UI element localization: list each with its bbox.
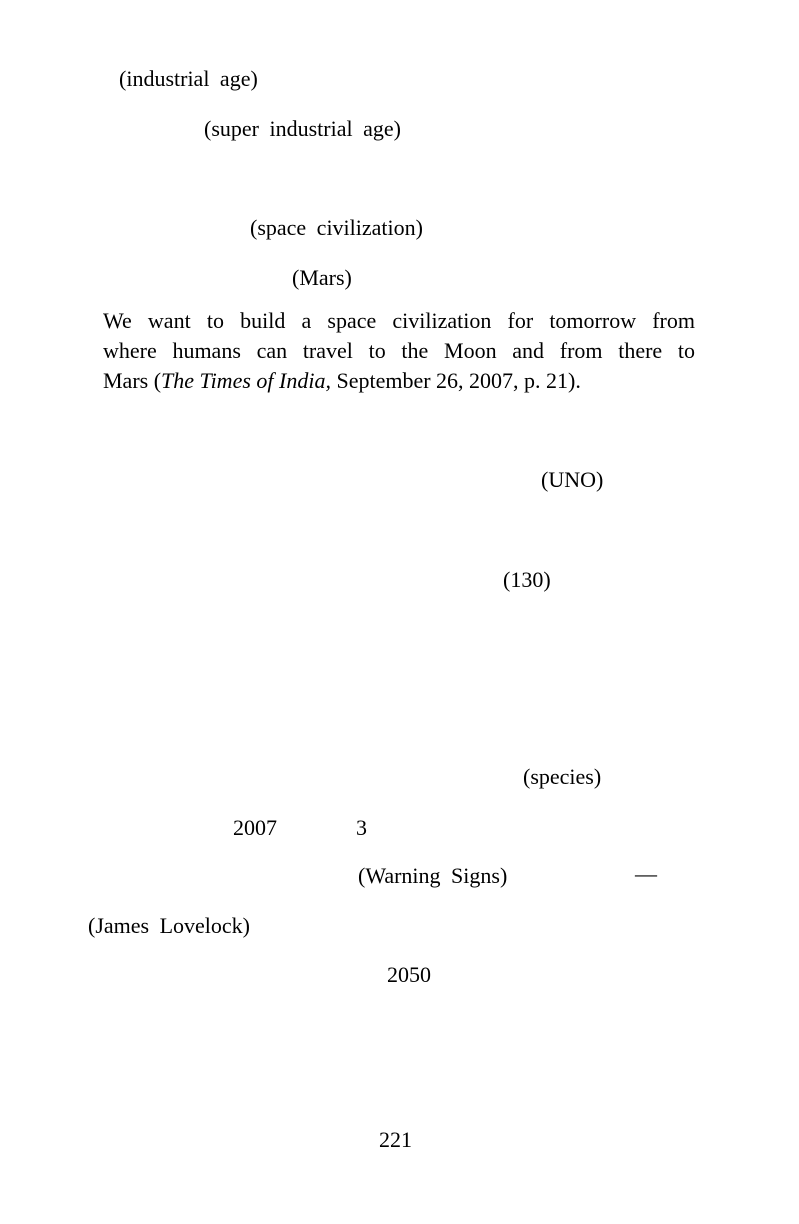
uno-term: (UNO): [541, 467, 604, 492]
year-2050: 2050: [387, 962, 431, 987]
space-civilization-term: (space civilization): [250, 215, 423, 240]
quotation-source-title: The Times of India,: [161, 368, 331, 393]
quotation-line-1: We want to build a space civilization for tomorrow from: [103, 308, 695, 333]
super-industrial-age-term: (super industrial age): [204, 116, 401, 141]
quotation-line-3: [103, 366, 695, 396]
quotation-citation: September 26, 2007, p. 21).: [330, 368, 581, 393]
species-term: (species): [523, 764, 602, 789]
number-130: (130): [503, 567, 551, 592]
number-3: 3: [356, 815, 367, 840]
em-dash: —: [635, 861, 657, 886]
page-number: 221: [379, 1127, 412, 1152]
year-2007: 2007: [233, 815, 277, 840]
warning-signs-term: (Warning Signs): [358, 863, 508, 888]
mars-term: (Mars): [292, 265, 352, 290]
james-lovelock-name: (James Lovelock): [88, 913, 250, 938]
english-quotation: [103, 306, 695, 396]
industrial-age-term: (industrial age): [119, 66, 258, 91]
quotation-line-2: where humans can travel to the Moon and from there to: [103, 338, 695, 363]
quotation-line-3-prefix: Mars (: [103, 368, 162, 393]
